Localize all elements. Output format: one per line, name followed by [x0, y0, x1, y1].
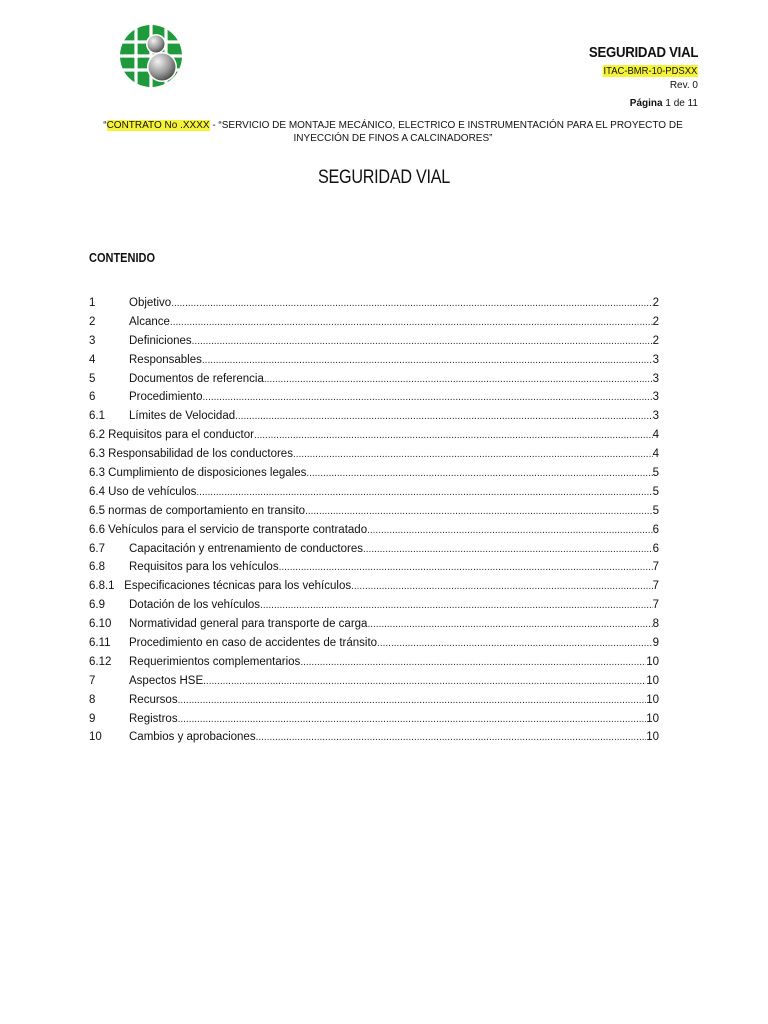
toc-leader-dots [178, 714, 647, 725]
toc-entry-label: 6.3 Responsabilidad de los conductores [89, 448, 293, 461]
toc-leader-dots [305, 506, 653, 517]
toc-entry-label: Procedimiento [129, 391, 203, 404]
toc-entry-number: 6 [89, 391, 96, 404]
toc-entry-page: 2 [652, 297, 659, 309]
toc-entry-page: 8 [652, 618, 659, 631]
toc-entry-label: Normatividad general para transporte de carga [129, 618, 368, 631]
toc-entry[interactable] [89, 713, 659, 732]
page-label: Página [629, 98, 663, 109]
toc-entry[interactable] [89, 618, 659, 637]
toc-entry-page: 3 [652, 353, 659, 366]
toc-entry-page: 4 [652, 429, 659, 442]
toc-leader-dots [279, 562, 653, 573]
toc-entry-page: 10 [646, 731, 659, 744]
toc-entry-label: 6.3 Cumplimiento de disposiciones legales [89, 467, 307, 480]
contract-open-quote: “ [103, 120, 107, 131]
toc-entry[interactable] [89, 561, 659, 580]
toc-entry-number: 3 [89, 334, 96, 347]
toc-entry-page: 5 [652, 467, 659, 480]
toc-entry[interactable] [89, 297, 659, 316]
toc-leader-dots [367, 525, 653, 536]
toc-leader-dots [192, 336, 653, 347]
toc-entry-number: 10 [89, 731, 102, 744]
toc-entry[interactable] [89, 429, 659, 448]
toc-entry-label: 6.5 normas de comportamiento en transito [89, 504, 306, 517]
toc-leader-dots [254, 430, 653, 441]
toc-leader-dots [363, 544, 653, 555]
table-of-contents [89, 297, 659, 750]
toc-entry-label: Cambios y aprobaciones [129, 731, 256, 744]
toc-entry[interactable] [89, 524, 659, 543]
toc-entry-label: 6.2 Requisitos para el conductor [89, 429, 254, 442]
toc-entry-label: 6.8.1 Especificaciones técnicas para los vehículos [89, 580, 352, 593]
toc-entry[interactable] [89, 467, 659, 486]
revision: Rev. 0 [669, 80, 698, 91]
toc-entry-page: 2 [652, 315, 659, 328]
toc-leader-dots [260, 600, 653, 611]
toc-entry-page: 5 [652, 504, 659, 517]
toc-entry-number: 6.1 [89, 410, 105, 423]
toc-entry-label: Responsables [129, 353, 202, 366]
toc-entry-label: Recursos [129, 693, 178, 706]
toc-leader-dots [367, 619, 652, 630]
document-title: SEGURIDAD VIAL [318, 167, 450, 188]
toc-entry-page: 3 [652, 410, 659, 423]
toc-entry[interactable] [89, 316, 659, 335]
toc-entry-label: Aspectos HSE [129, 674, 204, 687]
toc-entry[interactable] [89, 486, 659, 505]
toc-entry[interactable] [89, 391, 659, 410]
toc-entry-number: 6.9 [89, 599, 105, 612]
toc-entry[interactable] [89, 637, 659, 656]
toc-entry-page: 5 [652, 485, 659, 498]
toc-entry[interactable] [89, 543, 659, 562]
toc-entry-label: Definiciones [129, 334, 192, 347]
toc-entry-page: 6 [652, 542, 659, 555]
toc-entry-label: Capacitación y entrenamiento de conductores [129, 542, 363, 555]
toc-entry[interactable] [89, 448, 659, 467]
toc-entry[interactable] [89, 694, 659, 713]
toc-entry-label: Dotación de los vehículos [129, 599, 261, 612]
toc-entry-page: 7 [652, 561, 659, 574]
toc-entry-page: 6 [652, 523, 659, 536]
toc-entry[interactable] [89, 410, 659, 429]
toc-entry[interactable] [89, 656, 659, 675]
toc-entry-number: 6.8 [89, 561, 105, 574]
toc-leader-dots [202, 355, 653, 366]
toc-entry[interactable] [89, 354, 659, 373]
toc-entry-number: 9 [89, 712, 96, 725]
toc-entry-number: 5 [89, 372, 96, 385]
toc-entry-label: Objetivo [129, 297, 172, 309]
toc-entry-page: 4 [652, 448, 659, 461]
toc-leader-dots [264, 374, 653, 385]
toc-entry-label: 6.6 Vehículos para el servicio de transporte contratado [89, 523, 368, 536]
toc-leader-dots [306, 468, 652, 479]
toc-entry-label: Documentos de referencia [129, 372, 264, 385]
toc-entry-label: Límites de Velocidad [129, 410, 236, 423]
page-number: 1 de 11 [665, 98, 698, 109]
toc-entry-page: 7 [652, 599, 659, 612]
toc-leader-dots [300, 657, 646, 668]
toc-leader-dots [351, 581, 653, 592]
toc-entry-number: 7 [89, 674, 96, 687]
toc-leader-dots [171, 298, 652, 309]
toc-entry-number: 1 [89, 297, 96, 309]
toc-entry-page: 7 [652, 580, 659, 593]
toc-entry-page: 3 [652, 391, 659, 404]
toc-entry-page: 10 [646, 693, 659, 706]
toc-leader-dots [196, 487, 652, 498]
toc-entry[interactable] [89, 675, 659, 694]
contract-number: CONTRATO No .XXXX [106, 120, 210, 131]
toc-entry-number: 8 [89, 693, 96, 706]
toc-entry-number: 6.7 [89, 542, 105, 555]
toc-leader-dots [178, 695, 647, 706]
toc-entry-page: 10 [646, 712, 659, 725]
toc-entry-page: 10 [646, 674, 659, 687]
document-header [574, 44, 698, 91]
toc-leader-dots [203, 676, 646, 687]
toc-entry[interactable] [89, 599, 659, 618]
toc-entry-page: 3 [652, 372, 659, 385]
company-logo-icon [118, 22, 188, 92]
contract-text: - “SERVICIO DE MONTAJE MECÁNICO, ELECTRICO E INSTRUMENTACIÓN PARA EL PROYECTO DE INYECCIÓN DE FINOS A CALCINADORES” [209, 120, 683, 144]
toc-entry-page: 2 [652, 334, 659, 347]
toc-entry-number: 2 [89, 315, 96, 328]
toc-leader-dots [203, 392, 653, 403]
toc-entry-page: 10 [646, 655, 659, 668]
toc-entry-number: 6.12 [89, 655, 112, 668]
toc-leader-dots [256, 732, 647, 743]
toc-entry[interactable] [89, 373, 659, 392]
page-indicator [630, 98, 698, 109]
toc-entry-number: 6.11 [89, 637, 111, 650]
toc-leader-dots [170, 317, 653, 328]
document-code: ITAC-BMR-10-PDSXX [603, 65, 698, 77]
toc-leader-dots [377, 638, 653, 649]
contents-heading: CONTENIDO [89, 251, 155, 265]
toc-entry-page: 9 [652, 637, 659, 650]
toc-entry-label: Procedimiento en caso de accidentes de tránsito [129, 637, 378, 650]
toc-entry[interactable] [89, 731, 659, 750]
toc-entry-label: Requerimientos complementarios [129, 655, 301, 668]
toc-entry[interactable] [89, 335, 659, 354]
toc-entry[interactable] [89, 580, 659, 599]
toc-entry-number: 6.10 [89, 618, 112, 631]
contract-description [80, 119, 706, 145]
toc-entry-label: 6.4 Uso de vehículos [89, 485, 197, 498]
toc-entry-label: Alcance [129, 315, 170, 328]
toc-leader-dots [235, 411, 652, 422]
toc-entry-label: Registros [129, 712, 178, 725]
toc-entry[interactable] [89, 505, 659, 524]
toc-entry-number: 4 [89, 353, 96, 366]
toc-entry-label: Requisitos para los vehículos [129, 561, 279, 574]
header-title: SEGURIDAD VIAL [588, 44, 698, 61]
toc-leader-dots [293, 449, 653, 460]
